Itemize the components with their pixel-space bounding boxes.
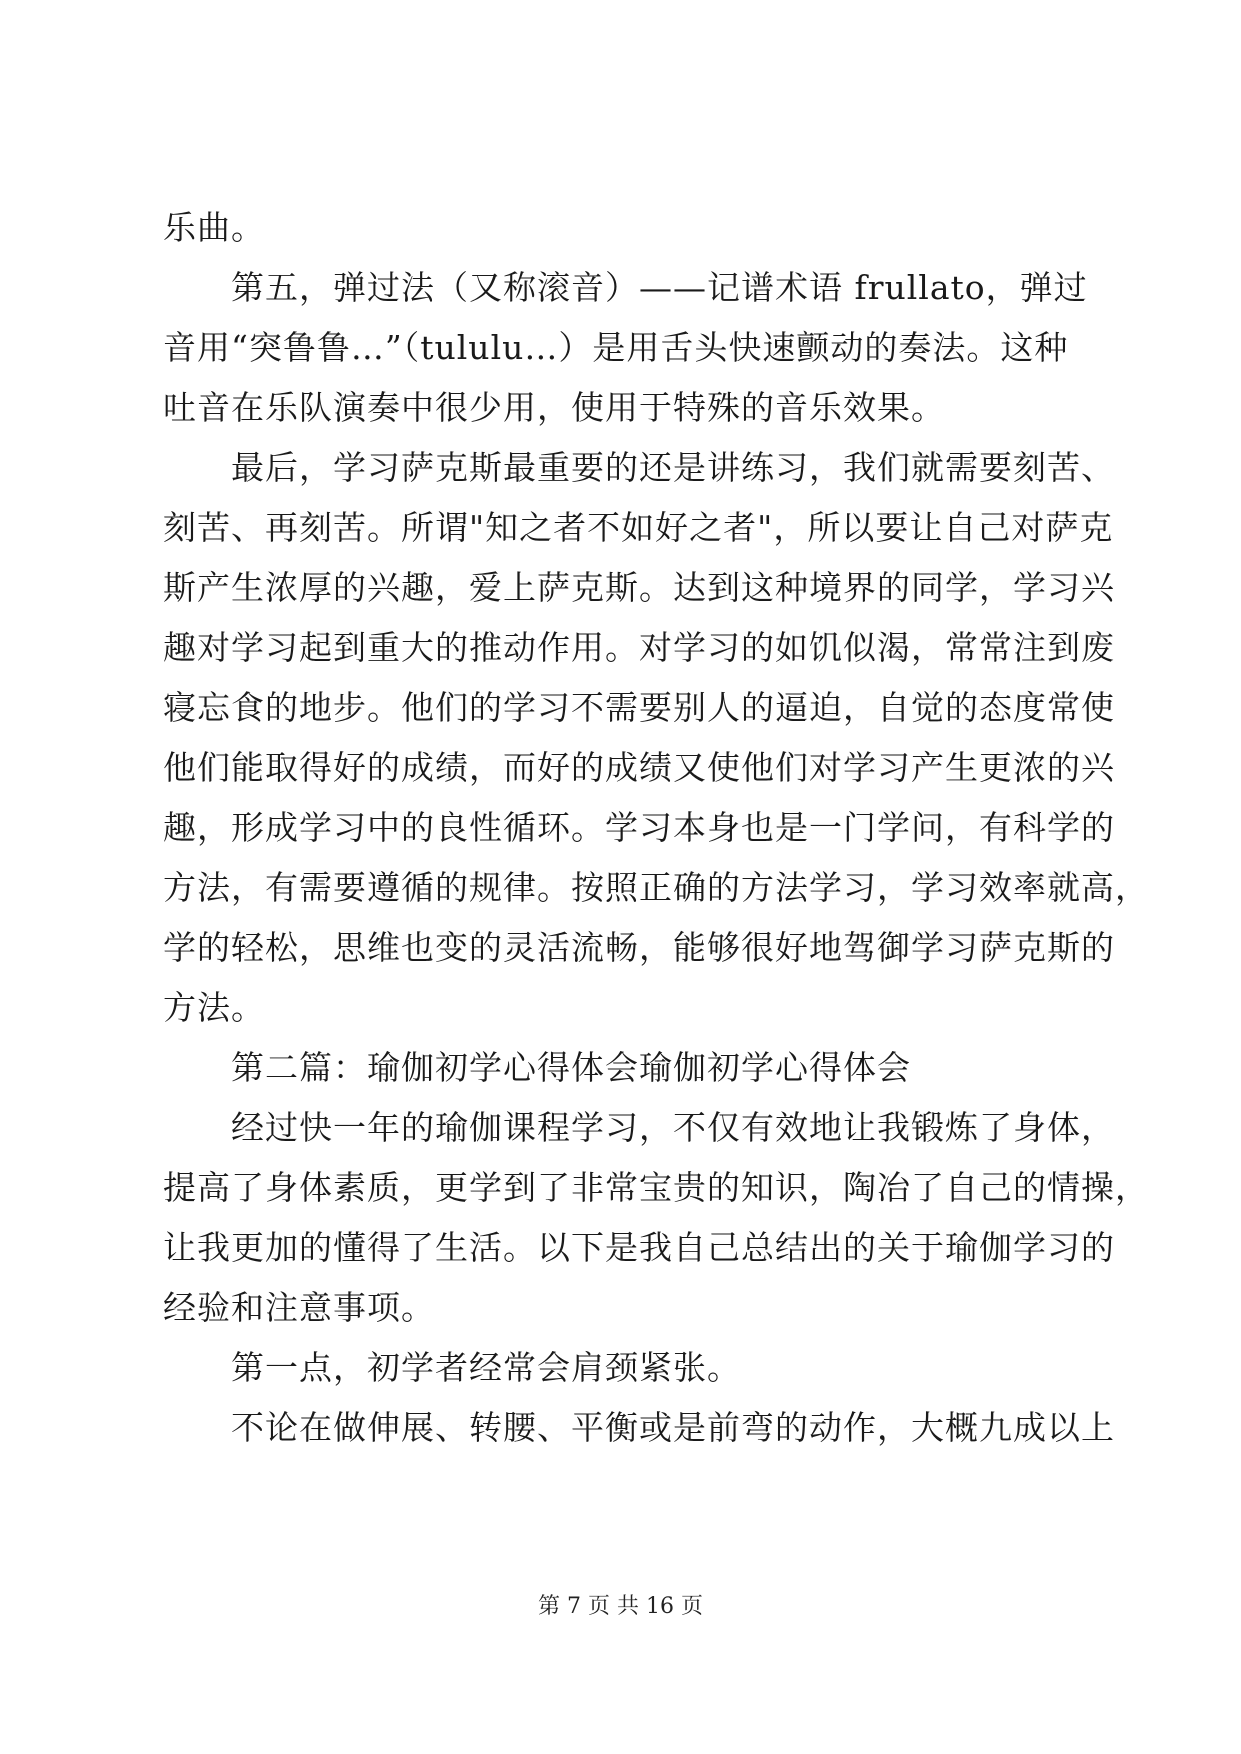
text-line: 方法，有需要遵循的规律。按照正确的方法学习，学习效率就高， [163, 868, 1149, 907]
text-line: 他们能取得好的成绩，而好的成绩又使他们对学习产生更浓的兴 [163, 748, 1115, 787]
text-line: 刻苦、再刻苦。所谓"知之者不如好之者"，所以要让自己对萨克 [163, 508, 1114, 547]
text-line: 经过快一年的瑜伽课程学习，不仅有效地让我锻炼了身体， [231, 1108, 1115, 1147]
text-line: 不论在做伸展、转腰、平衡或是前弯的动作，大概九成以上 [231, 1408, 1115, 1447]
text-line: 趣，形成学习中的良性循环。学习本身也是一门学问，有科学的 [163, 808, 1115, 847]
text-line: 让我更加的懂得了生活。以下是我自己总结出的关于瑜伽学习的 [163, 1228, 1115, 1267]
text-line: 经验和注意事项。 [163, 1288, 435, 1327]
text-line: 音用“突鲁鲁…”（tululu…）是用舌头快速颤动的奏法。这种 [163, 328, 1069, 367]
text-line: 提高了身体素质，更学到了非常宝贵的知识，陶冶了自己的情操， [163, 1168, 1149, 1207]
text-line: 斯产生浓厚的兴趣，爱上萨克斯。达到这种境界的同学，学习兴 [163, 568, 1115, 607]
page-footer: 第 7 页 共 16 页 [538, 1594, 703, 1619]
text-line: 第五，弹过法（又称滚音）——记谱术语 frullato，弹过 [231, 268, 1088, 307]
text-line: 最后，学习萨克斯最重要的还是讲练习，我们就需要刻苦、 [231, 448, 1115, 487]
section-heading: 第二篇：瑜伽初学心得体会瑜伽初学心得体会 [231, 1048, 911, 1087]
text-line: 乐曲。 [163, 208, 265, 247]
text-line: 学的轻松，思维也变的灵活流畅，能够很好地驾御学习萨克斯的 [163, 928, 1115, 967]
text-line: 方法。 [163, 988, 265, 1027]
text-line: 第一点，初学者经常会肩颈紧张。 [231, 1348, 741, 1387]
text-line: 寝忘食的地步。他们的学习不需要别人的逼迫，自觉的态度常使 [163, 688, 1115, 727]
text-line: 吐音在乐队演奏中很少用，使用于特殊的音乐效果。 [163, 388, 945, 427]
text-line: 趣对学习起到重大的推动作用。对学习的如饥似渴，常常注到废 [163, 628, 1115, 667]
